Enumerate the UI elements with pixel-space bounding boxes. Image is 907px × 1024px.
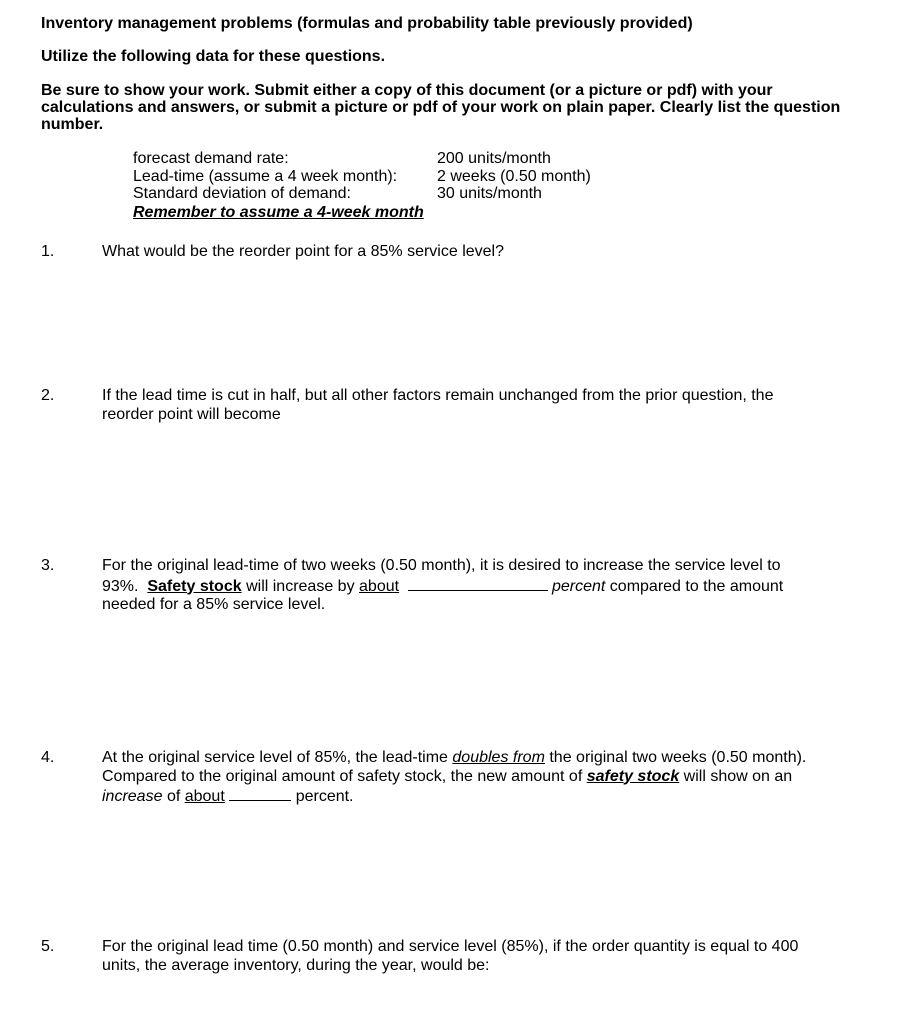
q3-percent: percent <box>551 577 606 595</box>
q4-text-part: of <box>166 788 181 805</box>
question-4-number: 4. <box>41 749 55 766</box>
q4-text-part: At the original service level of 85%, the lead-time <box>102 749 448 766</box>
question-5-number: 5. <box>41 938 55 955</box>
q4-text-part: percent. <box>295 788 354 805</box>
q3-text-part: will increase by <box>246 577 355 595</box>
question-1-text: What would be the reorder point for a 85% service level? <box>102 243 504 260</box>
q4-text-part: the original two weeks (0.50 month). Compared to the original amount of safety stock, the new amount of <box>102 749 807 785</box>
question-2-text: If the lead time is cut in half, but all other factors remain unchanged from the prior question, the reorder point will become <box>102 387 774 423</box>
page-title: Inventory management problems (formulas and probability table previously provided) <box>41 15 693 32</box>
instructions: Be sure to show your work. Submit either a copy of this document (or a picture or pdf) with your calculations and answers, or submit a picture or pdf of your work on plain paper. Clearly list the question number. <box>41 82 841 133</box>
utilize-note: Utilize the following data for these questions. <box>41 48 386 65</box>
param-row-lead-time <box>133 168 591 186</box>
question-1-number: 1. <box>41 243 55 260</box>
q3-text-part: For the original lead-time of two weeks (0.50 month), it is desired to increase the service level to 93%. <box>102 557 781 595</box>
q4-doubles-from: doubles from <box>452 749 545 766</box>
param-row-std-dev <box>133 185 591 203</box>
param-value: 2 weeks (0.50 month) <box>437 167 591 185</box>
parameters-block <box>133 150 591 221</box>
question-2-number: 2. <box>41 387 55 404</box>
param-label: Standard deviation of demand: <box>133 185 351 202</box>
q3-about: about <box>359 577 400 595</box>
param-row-demand <box>133 150 591 168</box>
q4-safety-stock: safety stock <box>586 767 680 785</box>
param-label: Lead-time (assume a 4 week month): <box>133 167 398 185</box>
question-3-text <box>102 557 824 615</box>
param-value: 30 units/month <box>437 185 542 202</box>
question-4-text <box>102 749 817 807</box>
question-5-text: For the original lead time (0.50 month) and service level (85%), if the order quantity is equal to 400 units, the average inventory, during the year, would be: <box>102 938 799 974</box>
q4-answer-blank[interactable] <box>229 786 291 801</box>
q4-increase: increase <box>102 788 163 805</box>
q3-text-part: compared to the amount needed for a 85% service level. <box>102 577 784 613</box>
reminder-note: Remember to assume a 4-week month <box>133 203 424 221</box>
q4-text-part: will show on an <box>683 767 793 785</box>
q3-safety-stock: Safety stock <box>147 577 242 595</box>
param-value: 200 units/month <box>437 150 551 167</box>
question-3-number: 3. <box>41 557 55 574</box>
q4-about: about <box>184 788 225 805</box>
param-label: forecast demand rate: <box>133 150 289 167</box>
q3-answer-blank[interactable] <box>408 576 548 591</box>
